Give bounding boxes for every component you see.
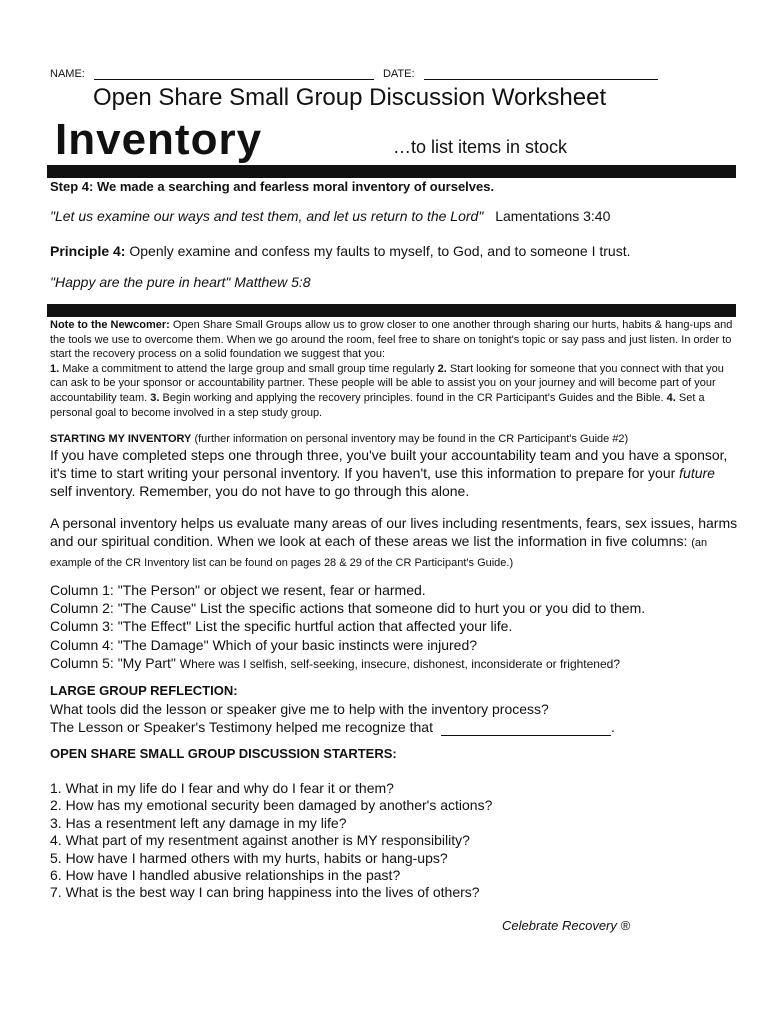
question-item: 2. How has my emotional security been damaged by another's actions?	[50, 797, 493, 814]
beatitude-quote: "Happy are the pure in heart" Matthew 5:8	[50, 274, 311, 290]
date-label: DATE:	[382, 68, 415, 80]
para1-future: future	[679, 465, 715, 481]
divider-bar-top	[47, 165, 736, 178]
newcomer-text-3: Begin working and applying the recovery principles. found in the CR Participant's Guides and the Bible.	[159, 391, 667, 404]
para1-text-b: self inventory. Remember, you do not have to go through this alone.	[50, 483, 470, 499]
starting-inventory-note: (further information on personal inventory may be found in the CR Participant's Guide #2)	[191, 433, 629, 445]
reflection-line-1: What tools did the lesson or speaker give me to help with the inventory process?	[50, 701, 549, 717]
topic-subtitle: …to list items in stock	[393, 137, 568, 157]
divider-bar-middle	[47, 304, 736, 317]
newcomer-intro: Open Share Small Groups allow us to grow closer to one another through sharing our hurts, habits & hang-ups and the tools we use to overcome them. When we go around the room, feel free to share on tonight's topic or say pass and just listen. In order to start the recovery process on a solid foundation we suggest that you:	[50, 319, 733, 361]
celebrate-recovery-signature: Celebrate Recovery ®	[502, 918, 631, 933]
principle-text: Openly examine and confess my faults to myself, to God, and to someone I trust.	[125, 243, 631, 259]
reflection-line-2-end: .	[610, 719, 615, 735]
newcomer-text-1: Make a commitment to attend the large group and small group time regularly	[59, 362, 438, 375]
newcomer-text-2: Start looking for someone that you connect with that you can ask to be your sponsor or accountability partner. These people will be able to assist you on your journey and will become part of your accountability team.	[50, 362, 724, 404]
column-small: Where was I selfish, self-seeking, insecure, dishonest, inconsiderate or frightened?	[179, 656, 620, 671]
principle-line	[50, 243, 631, 259]
starting-inventory-label: STARTING MY INVENTORY	[50, 433, 192, 445]
date-field[interactable]	[424, 68, 658, 80]
newcomer-num-1: 1.	[50, 362, 60, 375]
newcomer-num-4: 4.	[666, 391, 676, 404]
scripture-quote-text: "Let us examine our ways and test them, and let us return to the Lord"	[50, 208, 484, 224]
name-date-row	[50, 68, 670, 80]
column-item	[50, 655, 740, 673]
starting-paragraph-1	[50, 446, 740, 500]
scripture-quote	[50, 208, 610, 224]
column-text: Column 2: "The Cause" List the specific actions that someone did to hurt you or you did to them.	[50, 600, 646, 617]
column-item	[50, 618, 740, 636]
discussion-questions	[50, 780, 492, 902]
column-item	[50, 600, 740, 618]
principle-label: Principle 4:	[50, 243, 126, 259]
large-group-heading: LARGE GROUP REFLECTION:	[50, 683, 238, 698]
newcomer-note	[50, 318, 740, 420]
large-group-body	[50, 700, 740, 736]
scripture-quote-ref: Lamentations 3:40	[495, 208, 611, 224]
column-item	[50, 582, 740, 600]
newcomer-text-4: Set a personal goal to become involved in a step study group.	[50, 391, 705, 419]
worksheet-title: Open Share Small Group Discussion Worksheet	[93, 84, 607, 111]
reflection-blank-field[interactable]	[441, 722, 611, 736]
inventory-columns	[50, 582, 740, 673]
name-field[interactable]	[94, 68, 374, 80]
reflection-line-2	[50, 718, 740, 736]
starting-inventory-heading	[50, 433, 628, 445]
newcomer-label: Note to the Newcomer:	[50, 319, 170, 331]
question-item: 6. How have I handled abusive relationships in the past?	[50, 867, 401, 884]
starting-paragraph-2	[50, 514, 740, 572]
column-text: Column 1: "The Person" or object we resent, fear or harmed.	[50, 582, 426, 598]
newcomer-num-2: 2.	[437, 362, 447, 375]
question-item: 3. Has a resentment left any damage in my life?	[50, 814, 347, 831]
para2-small-note: (an example of the CR Inventory list can be found on pages 28 & 29 of the CR Participant's Guide.)	[50, 537, 708, 569]
column-text: Column 4: "The Damage" Which of your basic instincts were injured?	[50, 636, 478, 653]
name-label: NAME:	[50, 68, 85, 80]
column-text: Column 3: "The Effect" List the specific hurtful action that affected your life.	[50, 618, 513, 635]
newcomer-num-3: 3.	[150, 391, 160, 404]
para1-text-a: If you have completed steps one through three, you've built your accountability team and you have a sponsor, it's time to start writing your personal inventory. If you haven't, use this information to prepare for your	[50, 447, 728, 481]
column-text: Column 5: "My Part"	[50, 654, 180, 671]
step-heading: Step 4: We made a searching and fearless moral inventory of ourselves.	[50, 179, 495, 194]
reflection-line-2-text: The Lesson or Speaker's Testimony helped me recognize that	[50, 719, 433, 735]
discussion-starters-heading: OPEN SHARE SMALL GROUP DISCUSSION STARTERS:	[50, 746, 397, 761]
para2-text: A personal inventory helps us evaluate many areas of our lives including resentments, fears, sex issues, harms and our spiritual condition. When we look at each of these areas we list the information in five columns:	[50, 515, 738, 549]
topic-title: Inventory	[55, 115, 263, 164]
question-item: 5. How have I harmed others with my hurts, habits or hang-ups?	[50, 849, 448, 866]
column-item	[50, 637, 740, 655]
question-item: 4. What part of my resentment against another is MY responsibility?	[50, 832, 470, 849]
question-item: 1. What in my life do I fear and why do I fear it or them?	[50, 780, 394, 796]
question-item: 7. What is the best way I can bring happiness into the lives of others?	[50, 884, 480, 901]
